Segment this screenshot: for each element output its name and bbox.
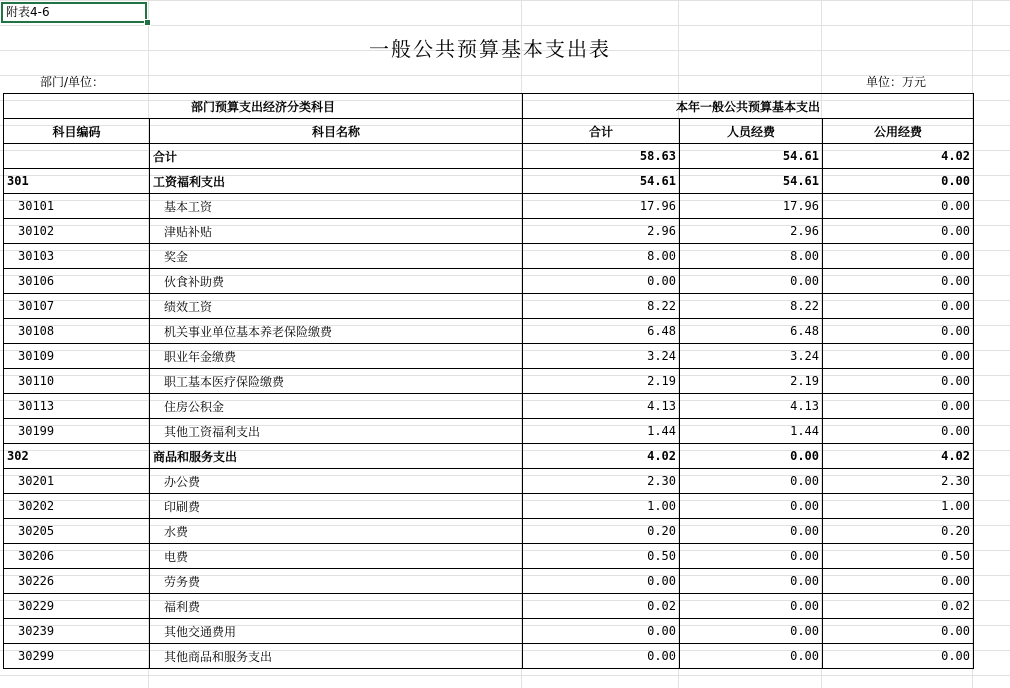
table-row — [4, 394, 974, 419]
cell-public[interactable]: 0.02 — [823, 594, 974, 619]
group-header-left[interactable]: 部门预算支出经济分类科目 — [4, 94, 523, 119]
cell-personnel[interactable]: 0.00 — [680, 544, 823, 569]
cell-code[interactable]: 30201 — [4, 469, 150, 494]
budget-table — [3, 93, 974, 669]
cell-personnel[interactable]: 0.00 — [680, 594, 823, 619]
col-header-code[interactable]: 科目编码 — [4, 119, 150, 144]
cell-personnel[interactable]: 0.00 — [680, 469, 823, 494]
cell-total[interactable]: 17.96 — [523, 194, 680, 219]
cell-public[interactable]: 0.00 — [823, 644, 974, 669]
cell-code[interactable]: 30110 — [4, 369, 150, 394]
cell-total[interactable]: 0.50 — [523, 544, 680, 569]
cell-name[interactable]: 商品和服务支出 — [150, 444, 523, 469]
cell-name[interactable]: 基本工资 — [150, 194, 523, 219]
cell-name[interactable]: 印刷费 — [150, 494, 523, 519]
cell-total[interactable]: 1.44 — [523, 419, 680, 444]
cell-public[interactable]: 0.00 — [823, 419, 974, 444]
fill-handle[interactable] — [144, 19, 151, 26]
cell-public[interactable]: 0.00 — [823, 569, 974, 594]
cell-personnel[interactable]: 8.00 — [680, 244, 823, 269]
table-row — [4, 519, 974, 544]
cell-code[interactable]: 30205 — [4, 519, 150, 544]
cell-name[interactable]: 机关事业单位基本养老保险缴费 — [150, 319, 523, 344]
cell-personnel[interactable]: 6.48 — [680, 319, 823, 344]
cell-personnel[interactable]: 2.96 — [680, 219, 823, 244]
table-row — [4, 544, 974, 569]
cell-name[interactable]: 奖金 — [150, 244, 523, 269]
table-row — [4, 594, 974, 619]
table-row — [4, 219, 974, 244]
cell-public[interactable]: 0.20 — [823, 519, 974, 544]
cell-personnel[interactable]: 17.96 — [680, 194, 823, 219]
cell-public[interactable]: 0.00 — [823, 344, 974, 369]
active-cell-text: 附表4-6 — [6, 5, 50, 19]
cell-personnel[interactable]: 0.00 — [680, 619, 823, 644]
col-header-personnel[interactable]: 人员经费 — [680, 119, 823, 144]
cell-personnel[interactable]: 0.00 — [680, 644, 823, 669]
cell-personnel[interactable]: 1.44 — [680, 419, 823, 444]
table-row — [4, 269, 974, 294]
table-row — [4, 644, 974, 669]
cell-code[interactable] — [4, 144, 150, 169]
cell-code[interactable]: 30113 — [4, 394, 150, 419]
cell-public[interactable]: 0.00 — [823, 244, 974, 269]
cell-name[interactable]: 其他商品和服务支出 — [150, 644, 523, 669]
table-row — [4, 319, 974, 344]
cell-personnel[interactable]: 8.22 — [680, 294, 823, 319]
cell-code[interactable]: 30239 — [4, 619, 150, 644]
cell-name[interactable]: 劳务费 — [150, 569, 523, 594]
group-header-right[interactable]: 本年一般公共预算基本支出 — [523, 94, 974, 119]
cell-total[interactable]: 1.00 — [523, 494, 680, 519]
cell-name[interactable]: 福利费 — [150, 594, 523, 619]
cell-public[interactable]: 0.00 — [823, 194, 974, 219]
cell-public[interactable]: 0.00 — [823, 219, 974, 244]
cell-public[interactable]: 0.00 — [823, 369, 974, 394]
cell-name[interactable]: 其他交通费用 — [150, 619, 523, 644]
cell-total[interactable]: 0.00 — [523, 644, 680, 669]
table-row — [4, 469, 974, 494]
cell-code[interactable]: 30109 — [4, 344, 150, 369]
cell-code[interactable]: 30108 — [4, 319, 150, 344]
table-row — [4, 244, 974, 269]
cell-code[interactable]: 30299 — [4, 644, 150, 669]
cell-total[interactable]: 4.13 — [523, 394, 680, 419]
cell-total[interactable]: 54.61 — [523, 169, 680, 194]
cell-total[interactable]: 0.02 — [523, 594, 680, 619]
cell-name[interactable]: 职工基本医疗保险缴费 — [150, 369, 523, 394]
cell-personnel[interactable]: 4.13 — [680, 394, 823, 419]
cell-public[interactable]: 4.02 — [823, 444, 974, 469]
cell-public[interactable]: 0.00 — [823, 619, 974, 644]
cell-total[interactable]: 8.22 — [523, 294, 680, 319]
table-row — [4, 344, 974, 369]
cell-total[interactable]: 2.19 — [523, 369, 680, 394]
table-row — [4, 144, 974, 169]
cell-code[interactable]: 30102 — [4, 219, 150, 244]
cell-personnel[interactable]: 0.00 — [680, 569, 823, 594]
table-row — [4, 619, 974, 644]
cell-name[interactable]: 职业年金缴费 — [150, 344, 523, 369]
cell-total[interactable]: 2.30 — [523, 469, 680, 494]
cell-name[interactable]: 合计 — [150, 144, 523, 169]
cell-public[interactable]: 1.00 — [823, 494, 974, 519]
cell-personnel[interactable]: 0.00 — [680, 269, 823, 294]
cell-personnel[interactable]: 54.61 — [680, 169, 823, 194]
cell-personnel[interactable]: 0.00 — [680, 494, 823, 519]
cell-personnel[interactable]: 2.19 — [680, 369, 823, 394]
cell-personnel[interactable]: 3.24 — [680, 344, 823, 369]
col-header-public[interactable]: 公用经费 — [823, 119, 974, 144]
cell-name[interactable]: 办公费 — [150, 469, 523, 494]
cell-name[interactable]: 绩效工资 — [150, 294, 523, 319]
sheet-title: 一般公共预算基本支出表 — [369, 37, 611, 61]
cell-public[interactable]: 0.00 — [823, 294, 974, 319]
group-header-row — [4, 94, 974, 119]
column-header-row — [4, 119, 974, 144]
active-cell[interactable] — [1, 2, 147, 23]
cell-total[interactable]: 6.48 — [523, 319, 680, 344]
cell-public[interactable]: 0.00 — [823, 394, 974, 419]
table-row — [4, 369, 974, 394]
cell-code[interactable]: 30107 — [4, 294, 150, 319]
cell-code[interactable]: 30103 — [4, 244, 150, 269]
cell-code[interactable]: 30106 — [4, 269, 150, 294]
cell-total[interactable]: 3.24 — [523, 344, 680, 369]
cell-code[interactable]: 30229 — [4, 594, 150, 619]
cell-public[interactable]: 0.00 — [823, 169, 974, 194]
cell-public[interactable]: 0.00 — [823, 319, 974, 344]
cell-name[interactable]: 津贴补贴 — [150, 219, 523, 244]
cell-total[interactable]: 0.00 — [523, 569, 680, 594]
cell-total[interactable]: 4.02 — [523, 444, 680, 469]
cell-name[interactable]: 住房公积金 — [150, 394, 523, 419]
table-row — [4, 194, 974, 219]
cell-code[interactable]: 301 — [4, 169, 150, 194]
cell-total[interactable]: 0.20 — [523, 519, 680, 544]
cell-name[interactable]: 伙食补助费 — [150, 269, 523, 294]
table-row — [4, 494, 974, 519]
cell-total[interactable]: 58.63 — [523, 144, 680, 169]
cell-total[interactable]: 2.96 — [523, 219, 680, 244]
cell-total[interactable]: 0.00 — [523, 269, 680, 294]
cell-name[interactable]: 其他工资福利支出 — [150, 419, 523, 444]
table-row — [4, 294, 974, 319]
cell-public[interactable]: 2.30 — [823, 469, 974, 494]
cell-code[interactable]: 302 — [4, 444, 150, 469]
table-row — [4, 419, 974, 444]
table-row — [4, 444, 974, 469]
col-header-total[interactable]: 合计 — [523, 119, 680, 144]
cell-total[interactable]: 8.00 — [523, 244, 680, 269]
cell-code[interactable]: 30202 — [4, 494, 150, 519]
cell-code[interactable]: 30206 — [4, 544, 150, 569]
cell-personnel[interactable]: 54.61 — [680, 144, 823, 169]
cell-public[interactable]: 0.50 — [823, 544, 974, 569]
cell-public[interactable]: 0.00 — [823, 269, 974, 294]
cell-name[interactable]: 水费 — [150, 519, 523, 544]
cell-name[interactable]: 电费 — [150, 544, 523, 569]
cell-code[interactable]: 30226 — [4, 569, 150, 594]
cell-public[interactable]: 4.02 — [823, 144, 974, 169]
unit-label: 单位：万元 — [866, 75, 927, 89]
cell-total[interactable]: 0.00 — [523, 619, 680, 644]
dept-label: 部门/单位： — [40, 75, 105, 89]
table-row — [4, 569, 974, 594]
col-header-name[interactable]: 科目名称 — [150, 119, 523, 144]
cell-personnel[interactable]: 0.00 — [680, 444, 823, 469]
cell-code[interactable]: 30199 — [4, 419, 150, 444]
cell-name[interactable]: 工资福利支出 — [150, 169, 523, 194]
cell-code[interactable]: 30101 — [4, 194, 150, 219]
cell-personnel[interactable]: 0.00 — [680, 519, 823, 544]
table-row — [4, 169, 974, 194]
